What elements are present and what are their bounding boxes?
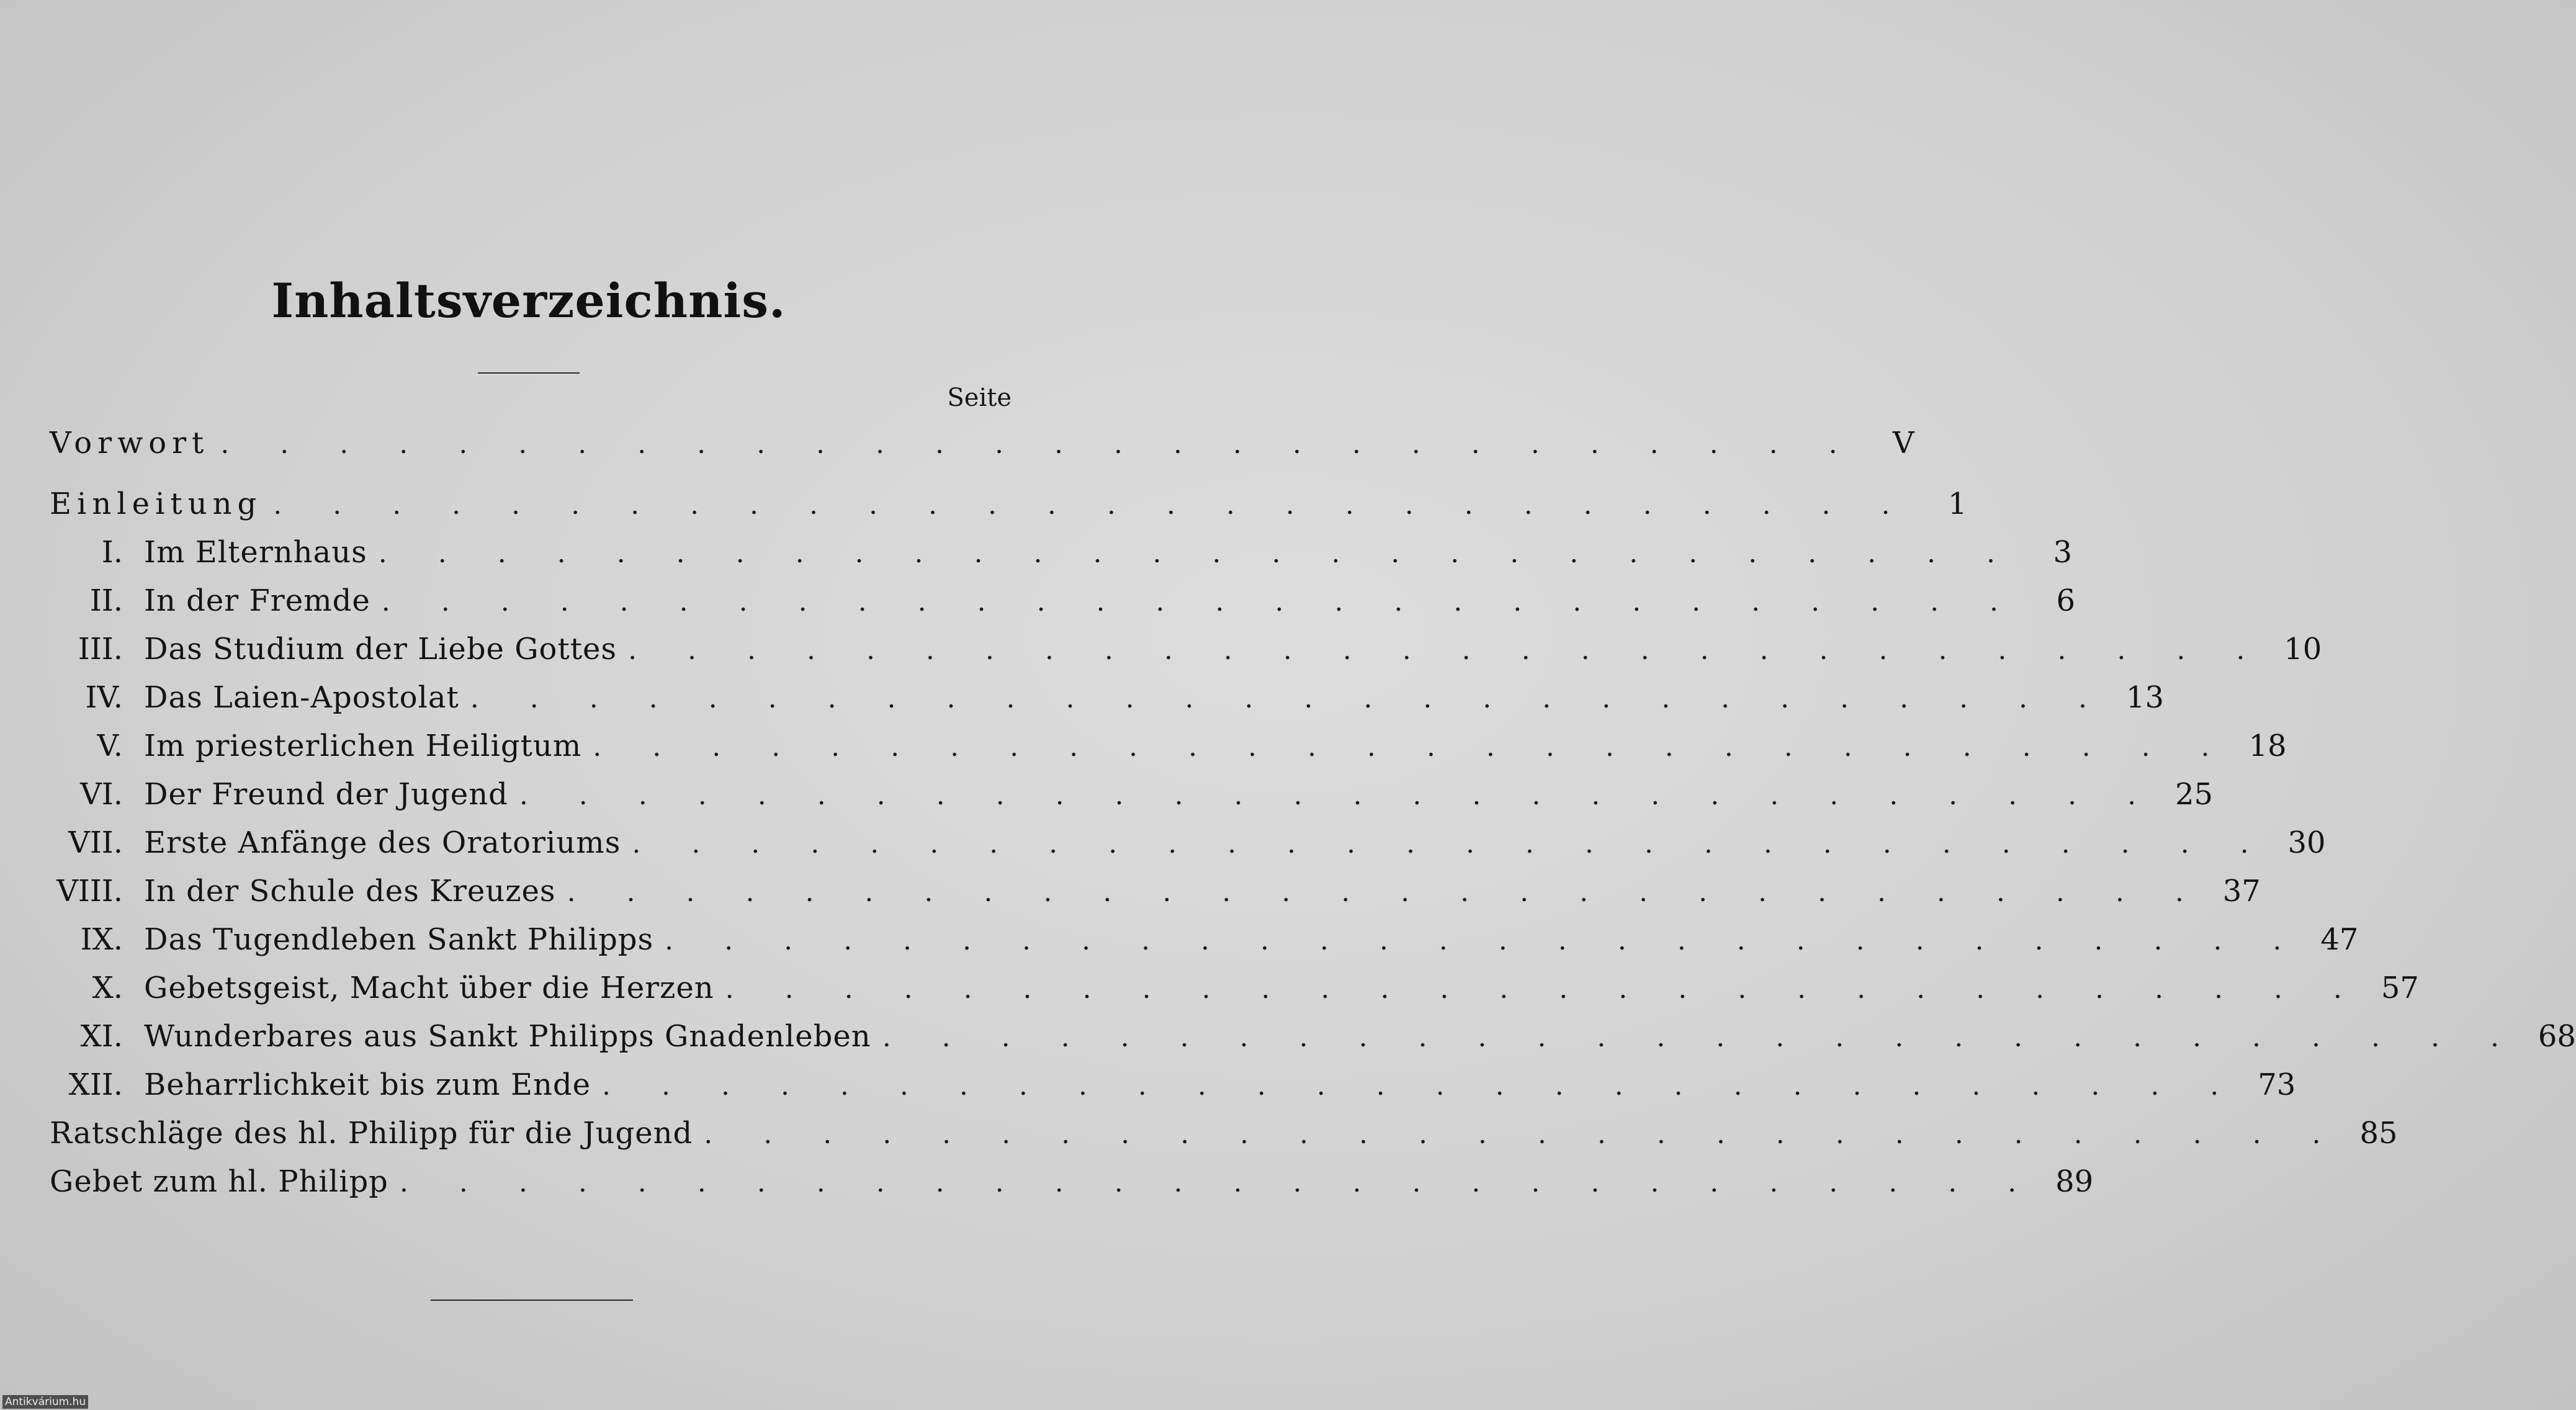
toc-entry-label: Erste Anfänge des Oratoriums	[144, 825, 621, 860]
toc-entry-page: 13	[2125, 680, 2164, 715]
toc-entry-page: V	[1892, 426, 1914, 460]
toc-entry-label: Ratschläge des hl. Philipp für die Jugend	[50, 1116, 693, 1151]
toc-entry-chapter-2	[50, 583, 2076, 627]
dot-leader: . . . . . . . . . . . . . . . . . . . . . . . . . . . .	[519, 779, 2158, 811]
toc-entry-page: 6	[2056, 583, 2076, 618]
page-title: Inhaltsverzeichnis.	[271, 273, 786, 328]
toc-entry-chapter-7	[50, 825, 2326, 869]
toc-entry-gebet	[50, 1164, 2094, 1208]
toc-entry-page: 89	[2055, 1164, 2094, 1199]
toc-entry-page: 10	[2284, 632, 2322, 667]
dot-leader: . . . . . . . . . . . . . . . . . . . . . . . . . . . .	[470, 683, 2108, 714]
dot-leader: . . . . . . . . . . . . . . . . . . . . . . . . . . . .	[273, 489, 1911, 521]
toc-entry-page: 47	[2320, 922, 2359, 957]
chapter-number: XII.	[68, 1067, 123, 1102]
toc-entry-page: 37	[2222, 874, 2261, 909]
chapter-number: II.	[89, 583, 123, 618]
chapter-number: X.	[92, 971, 123, 1005]
toc-entry-chapter-1	[50, 535, 2073, 578]
toc-entry-label: Im Elternhaus	[144, 535, 367, 570]
toc-entry-page: 30	[2287, 825, 2326, 860]
chapter-number: VIII.	[56, 874, 123, 909]
toc-entry-label: In der Fremde	[144, 583, 370, 618]
toc-entry-label: Das Tugendleben Sankt Philipps	[144, 922, 654, 957]
dot-leader: . . . . . . . . . . . . . . . . . . . . . . . . . . . .	[381, 586, 2020, 617]
toc-entry-label: Wunderbares aus Sankt Philipps Gnadenleben	[144, 1019, 871, 1054]
toc-entry-chapter-6	[50, 777, 2214, 820]
chapter-number: VII.	[68, 825, 123, 860]
toc-entry-label: Einleitung	[50, 487, 263, 521]
dot-leader: . . . . . . . . . . . . . . . . . . . . . . . . . . . .	[399, 1167, 2038, 1198]
toc-entry-chapter-10	[50, 971, 2419, 1014]
dot-leader: . . . . . . . . . . . . . . . . . . . . . . . . . . . .	[567, 876, 2205, 908]
chapter-number: VI.	[80, 777, 123, 812]
toc-entry-label: Beharrlichkeit bis zum Ende	[144, 1067, 591, 1102]
toc-entry-chapter-5	[50, 729, 2287, 772]
toc-entry-vorwort	[50, 426, 1914, 469]
dot-leader: . . . . . . . . . . . . . . . . . . . . . . . . . . . .	[725, 973, 2363, 1005]
toc-entry-chapter-4	[50, 680, 2164, 724]
toc-entry-page: 68	[2538, 1019, 2576, 1054]
toc-entry-label: Gebetsgeist, Macht über die Herzen	[144, 971, 714, 1005]
toc-entry-page: 1	[1947, 487, 1967, 521]
dot-leader: . . . . . . . . . . . . . . . . . . . . . . . . . . . .	[593, 731, 2231, 763]
dot-leader: . . . . . . . . . . . . . . . . . . . . . . . . . . . .	[628, 634, 2266, 666]
toc-entry-label: Gebet zum hl. Philipp	[50, 1164, 388, 1199]
bottom-divider	[431, 1300, 633, 1301]
toc-entry-page: 85	[2359, 1116, 2398, 1151]
chapter-number: III.	[78, 632, 123, 667]
toc-entry-chapter-11	[50, 1019, 2576, 1062]
toc-entry-label: Im priesterlichen Heiligtum	[144, 729, 582, 763]
toc-entry-page: 3	[2053, 535, 2073, 570]
toc-entry-label: Der Freund der Jugend	[144, 777, 508, 812]
toc-entry-label: Das Studium der Liebe Gottes	[144, 632, 617, 667]
dot-leader: . . . . . . . . . . . . . . . . . . . . . . . . . . . .	[378, 537, 2017, 569]
toc-entry-chapter-3	[50, 632, 2322, 675]
chapter-number: V.	[97, 729, 123, 763]
toc-entry-page: 57	[2381, 971, 2419, 1005]
chapter-number: I.	[101, 535, 123, 570]
toc-entry-label: In der Schule des Kreuzes	[144, 874, 556, 909]
toc-entry-chapter-8	[50, 874, 2261, 917]
toc-entry-einleitung	[50, 487, 1967, 530]
chapter-number: IV.	[85, 680, 123, 715]
watermark: Antikvárium.hu	[2, 1395, 88, 1409]
toc-entry-page: 18	[2248, 729, 2287, 763]
toc-entry-page: 73	[2258, 1067, 2296, 1102]
toc-entry-chapter-9	[50, 922, 2359, 966]
dot-leader: . . . . . . . . . . . . . . . . . . . . . . . . . . . .	[665, 925, 2303, 956]
dot-leader: . . . . . . . . . . . . . . . . . . . . . . . . . . . .	[632, 828, 2270, 860]
toc-entry-label: Das Laien-Apostolat	[144, 680, 459, 715]
dot-leader: . . . . . . . . . . . . . . . . . . . . . . . . . . . .	[882, 1022, 2520, 1053]
dot-leader: . . . . . . . . . . . . . . . . . . . . . . . . . . . .	[704, 1118, 2342, 1150]
toc-entry-chapter-12	[50, 1067, 2296, 1111]
page-column-header: Seite	[947, 384, 1012, 412]
toc-entry-label: Vorwort	[50, 426, 210, 460]
toc-entry-page: 25	[2175, 777, 2214, 812]
chapter-number: IX.	[80, 922, 123, 957]
dot-leader: . . . . . . . . . . . . . . . . . . . . . . . . . . . .	[220, 428, 1859, 460]
toc-entry-ratschlaege	[50, 1116, 2398, 1159]
dot-leader: . . . . . . . . . . . . . . . . . . . . . . . . . . . .	[602, 1070, 2240, 1102]
chapter-number: XI.	[80, 1019, 123, 1054]
